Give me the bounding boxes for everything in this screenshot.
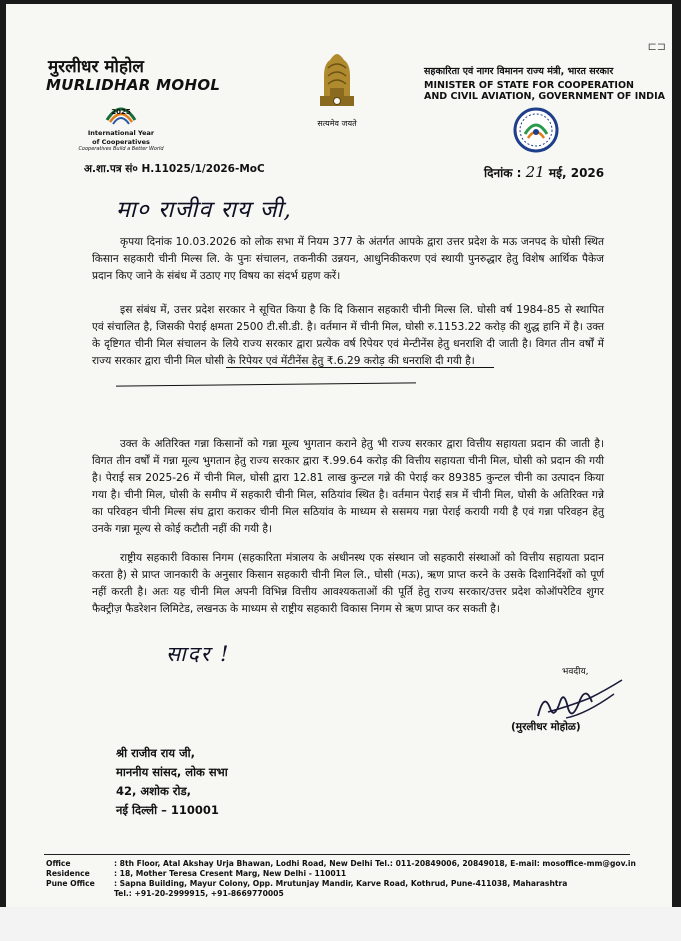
date-label: दिनांक : bbox=[484, 166, 522, 180]
minister-name-hindi: मुरलीधर मोहोल bbox=[48, 57, 144, 77]
handwritten-closing: सादर ! bbox=[166, 642, 231, 666]
body-paragraph-3: उक्त के अतिरिक्त गन्ना किसानों को गन्ना मूल्य भुगतान कराने हेतु भी राज्य सरकार द्वारा वित्तीय सहायता प्रदान की जाती है। विगत तीन वर्षों में गन्ना मूल्य भुगतान हेतु राज्य सरकार द्वारा ₹.99.64 करोड़ की वित्तीय सहायता चीनी मिल, घोसी को प्रदान की गयी है। पेराई सत्र 2025-26 में चीनी मिल, घोसी द्वारा 12.81 लाख कुन्टल गन्ने की पेराई कर 89385 कुन्टल चीनी का उत्पादन किया गया है। चीनी मिल, घोसी के समीप में सहकारी चीनी मिल, सठियांव स्थित है। वर्तमान पेराई सत्र में चीनी मिल, घोसी के अतिरिक्त गन्ने का परिवहन चीनी मिल्स संघ द्वारा कराकर चीनी मिल सठियांव के माध्यम से ससमय गन्ना पेराई करायी गयी है एवं गन्ना परिवहन हेतु उनके गन्ना मूल्य से कोई कटौती नहीं की गयी है। bbox=[92, 438, 604, 535]
footer-text: : Sapna Building, Mayur Colony, Opp. Mrutunjay Mandir, Karve Road, Kothrud, Pune-411038, Maharashtra bbox=[114, 879, 568, 888]
date-day-handwritten: 21 bbox=[525, 163, 545, 181]
iyc-logo-block bbox=[76, 100, 166, 152]
handwritten-salutation: मा० राजीव राय जी, bbox=[116, 197, 292, 223]
letter-page bbox=[6, 4, 672, 907]
body-paragraph-4: राष्ट्रीय सहकारी विकास निगम (सहकारिता मंत्रालय के अधीनस्थ एक संस्थान जो सहकारी संस्थाओं को वित्तीय सहायता प्रदान करता है) से प्राप्त जानकारी के अनुसार किसान सहकारी चीनी मिल लि., घोसी (मऊ), ऋण प्राप्त करने के उसके दिशानिर्देशों को पूर्ण नहीं करती है। अतः यह चीनी मिल अपनी विभिन्न वित्तीय आवश्यकताओं की पूर्ति हेतु राज्य सरकार/उत्तर प्रदेश कोऑपरेटिव शुगर फैक्ट्रीज़ फैडरेशन लिमिटेड, लखनऊ के माध्यम से राष्ट्रीय सहकारी विकास निगम से ऋण प्राप्त कर सकती है। bbox=[92, 552, 604, 615]
lion-capital-icon bbox=[306, 48, 368, 112]
iyc-tagline: Cooperatives Build a Better World bbox=[78, 146, 164, 152]
iyc-logo-icon bbox=[104, 100, 138, 128]
addressee-line-2: माननीय सांसद, लोक सभा bbox=[116, 765, 228, 779]
emblem-motto: सत्यमेव जयते bbox=[317, 119, 357, 128]
pen-underline-2 bbox=[116, 382, 416, 386]
signer-name: (मुरलीधर मोहोळ) bbox=[511, 721, 581, 733]
national-emblem bbox=[306, 48, 368, 129]
date-month-year: मई, 2026 bbox=[548, 166, 605, 180]
footer-text: Tel.: +91-20-2999915, +91-8669770005 bbox=[114, 889, 284, 898]
ministry-logo-icon bbox=[503, 106, 569, 154]
ministry-english-line1: MINISTER OF STATE FOR COOPERATION bbox=[424, 80, 634, 91]
body-paragraph-2: इस संबंध में, उत्तर प्रदेश सरकार ने सूचित किया है कि दि किसान सहकारी चीनी मिल्स लि. घोसी वर्ष 1984-85 से स्थापित एवं संचालित है, जिसकी पेराई क्षमता 2500 टी.सी.डी. है। वर्तमान में चीनी मिल, घोसी रु.1153.22 करोड़ की शुद्ध हानि में है। उक्त के दृष्टिगत चीनी मिल संचालन के लिये राज्य सरकार द्वारा प्रत्येक वर्ष रिपेयर एवं मेन्टीनेंस हेतु धनराशि दी जाती है। विगत तीन वर्षों में राज्य सरकार द्वारा चीनी मिल घोसी के रिपेयर एवं मेंटीनेंस हेतु ₹.6.29 करोड़ की धनराशि दी गयी है। bbox=[92, 304, 604, 367]
addressee-line-4: नई दिल्ली – 110001 bbox=[116, 803, 219, 817]
footer-pune-office bbox=[46, 879, 567, 889]
footer-label: Office bbox=[46, 859, 71, 868]
iyc-text-line1: International Year bbox=[87, 129, 155, 137]
footer-residence bbox=[46, 869, 346, 879]
pen-underline-1 bbox=[226, 367, 494, 368]
footer-label: Pune Office bbox=[46, 879, 95, 888]
corner-mark: ⊏⊐ bbox=[647, 40, 666, 53]
bottom-background bbox=[0, 907, 681, 941]
reference-number: अ.शा.पत्र सं० H.11025/1/2026-MoC bbox=[84, 163, 265, 175]
addressee-line-1: श्री राजीव राय जी, bbox=[116, 746, 195, 760]
footer-office bbox=[46, 859, 636, 869]
footer-text: : 8th Floor, Atal Akshay Urja Bhawan, Lodhi Road, New Delhi Tel.: 011-20849006, 20849018, E-mail: mosoffice-mm@gov.in bbox=[114, 859, 636, 868]
yours-faithfully: भवदीय, bbox=[562, 667, 589, 677]
addressee-line-3: 42, अशोक रोड, bbox=[116, 784, 191, 798]
minister-name-english: MURLIDHAR MOHOL bbox=[46, 76, 221, 94]
footer-text: : 18, Mother Teresa Cresent Marg, New Delhi - 110011 bbox=[114, 869, 347, 878]
iyc-year: 2025 bbox=[111, 108, 131, 116]
letter-date bbox=[484, 163, 604, 181]
footer-label: Residence bbox=[46, 869, 90, 878]
footer-telephone bbox=[46, 889, 284, 899]
body-paragraph-1: कृपया दिनांक 10.03.2026 को लोक सभा में नियम 377 के अंतर्गत आपके द्वारा उत्तर प्रदेश के मऊ जनपद के घोसी स्थित किसान सहकारी चीनी मिल्स लि. के पुनः संचालन, तकनीकी उन्नयन, आधुनिकीकरण एवं स्थायी पुनरुद्धार हेतु विशेष आर्थिक पैकेज प्रदान किए जाने के संबंध में उठाए गए विषय का संदर्भ ग्रहण करें। bbox=[92, 236, 604, 282]
ministry-english-line2: AND CIVIL AVIATION, GOVERNMENT OF INDIA bbox=[424, 91, 665, 102]
iyc-text-line2: of Cooperatives bbox=[92, 138, 150, 146]
ministry-hindi: सहकारिता एवं नागर विमानन राज्य मंत्री, भारत सरकार bbox=[424, 66, 614, 77]
footer-divider bbox=[44, 854, 630, 855]
